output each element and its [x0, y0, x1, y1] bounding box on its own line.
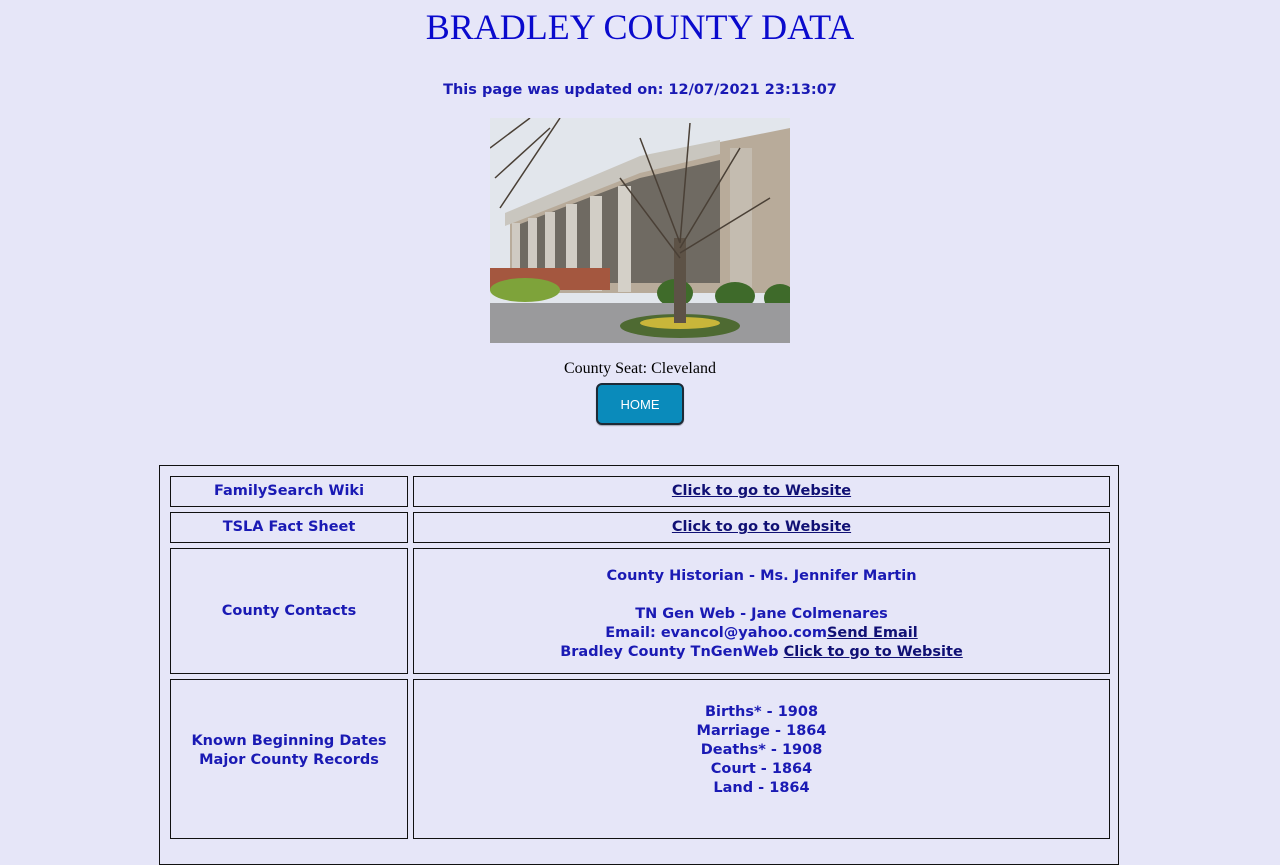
row-value-familysearch [413, 476, 1110, 507]
record-marriage: Marriage - 1864 [696, 723, 827, 739]
row-value-contacts [413, 548, 1110, 674]
familysearch-label: FamilySearch Wiki [213, 483, 365, 499]
contacts-label: County Contacts [221, 602, 357, 619]
county-historian-text: County Historian - Ms. Jennifer Martin [606, 567, 917, 584]
tngenweb-text: Bradley County TnGenWeb [560, 643, 784, 660]
courthouse-photo [490, 118, 790, 343]
page-title: BRADLEY COUNTY DATA [425, 7, 855, 47]
last-updated-text: This page was updated on: 12/07/2021 23:13:07 [443, 82, 837, 98]
familysearch-website-link[interactable]: Click to go to Website [671, 483, 852, 499]
row-value-records [413, 679, 1110, 839]
row-label-familysearch [170, 476, 408, 507]
county-seat-text: County Seat: Cleveland [564, 360, 716, 377]
email-address-text: Email: evancol@yahoo.com [605, 624, 827, 641]
tn-gen-web-text: TN Gen Web - Jane Colmenares [635, 605, 888, 622]
record-court: Court - 1864 [710, 761, 813, 777]
courthouse-image-icon [490, 118, 790, 343]
known-dates-label: Known Beginning Dates [191, 733, 387, 749]
record-land: Land - 1864 [713, 780, 810, 796]
row-label-contacts [170, 548, 408, 674]
home-button[interactable]: HOME [596, 383, 684, 425]
send-email-link[interactable]: Send Email [826, 624, 918, 641]
row-value-tsla [413, 512, 1110, 543]
email-line [605, 624, 917, 643]
row-label-records [170, 679, 408, 839]
record-births: Births* - 1908 [704, 704, 819, 720]
major-records-label: Major County Records [199, 752, 379, 768]
tngenweb-website-link[interactable]: Click to go to Website [783, 643, 963, 660]
tsla-label: TSLA Fact Sheet [222, 519, 356, 535]
tngenweb-line [560, 643, 963, 662]
tsla-website-link[interactable]: Click to go to Website [671, 519, 852, 535]
row-label-tsla [170, 512, 408, 543]
record-deaths: Deaths* - 1908 [700, 742, 823, 758]
